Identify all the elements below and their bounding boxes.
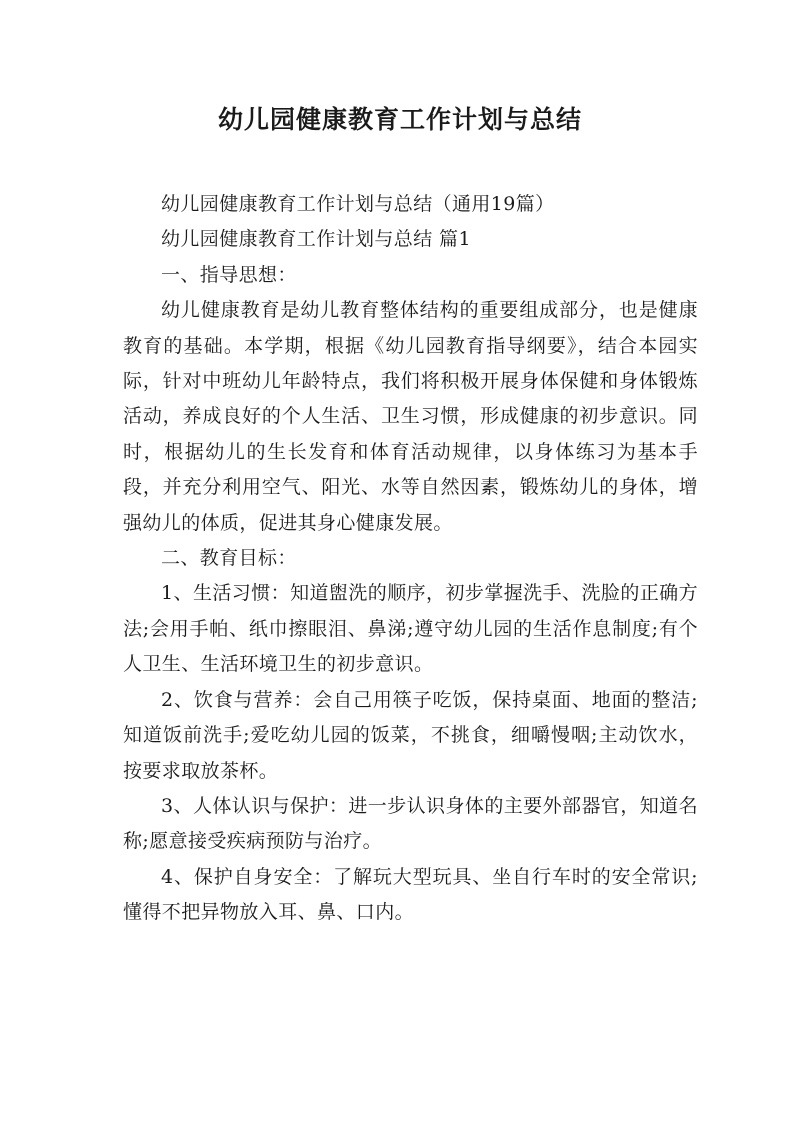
article-heading: 幼儿园健康教育工作计划与总结 篇1 [161,228,471,251]
subtitle-paragraph: 幼儿园健康教育工作计划与总结（通用19篇） [161,193,555,215]
document-body [123,187,698,931]
goal-item-living-habits: 1、生活习惯：知道盥洗的顺序，初步掌握洗手、洗脸的正确方法;会用手帕、纸巾擦眼泪、鼻涕;遵守幼儿园的生活作息制度;有个人卫生、生活环境卫生的初步意识。 [123,582,698,676]
document-title: 幼儿园健康教育工作计划与总结 [217,105,582,134]
body-paragraph: 幼儿健康教育是幼儿教育整体结构的重要组成部分，也是健康教育的基础。本学期，根据《幼儿园教育指导纲要》，结合本园实际，针对中班幼儿年龄特点，我们将积极开展身体保健和身体锻炼活动，养成良好的个人生活、卫生习惯，形成健康的初步意识。同时，根据幼儿的生长发育和体育活动规律，以身体练习为基本手段，并充分利用空气、阳光、水等自然因素，锻炼幼儿的身体，增强幼儿的体质，促进其身心健康发展。 [123,299,698,534]
section-heading-guiding-thought: 一、指导思想： [161,263,297,286]
goal-item-self-safety: 4、保护自身安全：了解玩大型玩具、坐自行车时的安全常识;懂得不把异物放入耳、鼻、口内。 [123,865,698,924]
goal-item-diet-nutrition: 2、饮食与营养：会自己用筷子吃饭，保持桌面、地面的整洁;知道饭前洗手;爱吃幼儿园的饭菜，不挑食，细嚼慢咽;主动饮水，按要求取放茶杯。 [123,688,698,782]
goal-item-body-protection: 3、人体认识与保护：进一步认识身体的主要外部器官，知道名称;愿意接受疾病预防与治疗。 [123,794,698,853]
section-heading-education-goals: 二、教育目标： [161,547,297,570]
